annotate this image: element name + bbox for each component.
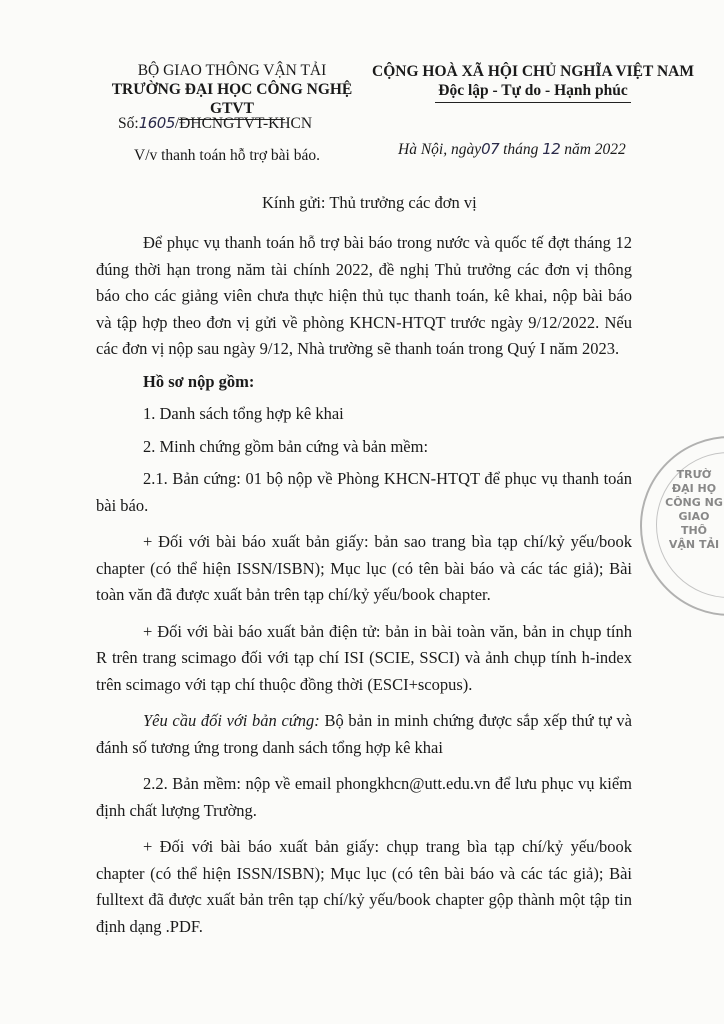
item-2-1: 2.1. Bản cứng: 01 bộ nộp về Phòng KHCN-HTQT để phục vụ thanh toán bài báo. xyxy=(96,469,632,515)
national-heading xyxy=(370,62,696,103)
issuer-block xyxy=(96,62,368,120)
seal-text: TRƯỜ ĐẠI HỌ CÔNG NG GIAO THÔ VẬN TẢI xyxy=(665,468,723,551)
hard-copy-electronic: + Đối với bài báo xuất bản điện tử: bản in bài toàn văn, bản in chụp tính R trên trang scimago đối với tạp chí ISI (SCIE, SSCI) và ảnh chụp tính h-index trên scimago với tạp chí thuộc đồng thời (ESCI+scopus). xyxy=(96,621,632,694)
handwritten-month: 12 xyxy=(542,140,561,158)
addressee: Kính gửi: Thủ trưởng các đơn vị xyxy=(262,193,477,212)
dossier-heading: Hồ sơ nộp gồm: xyxy=(143,371,255,391)
document-number xyxy=(118,114,312,133)
handwritten-number: 1605 xyxy=(138,114,175,132)
document-date xyxy=(398,140,626,159)
item-2-2: 2.2. Bản mềm: nộp về email phongkhcn@utt.edu.vn để lưu phục vụ kiểm định chất lượng Trường. xyxy=(96,774,632,820)
handwritten-day: 07 xyxy=(481,140,500,158)
item-1: 1. Danh sách tổng hợp kê khai xyxy=(143,404,344,423)
motto-underline xyxy=(435,102,631,103)
ministry-name: BỘ GIAO THÔNG VẬN TẢI xyxy=(137,62,327,79)
soft-copy-print: + Đối với bài báo xuất bản giấy: chụp trang bìa tạp chí/kỷ yếu/book chapter (có thể hiện ISSN/ISBN); Mục lục (có tên bài báo và các tác giả); Bài fulltext đã được xuất bản trên tạp chí/kỷ yếu/book chapter gộp thành một tập tin định dạng .PDF. xyxy=(96,837,632,936)
national-motto: Độc lập - Tự do - Hạnh phúc xyxy=(438,82,628,99)
hard-copy-print: + Đối với bài báo xuất bản giấy: bản sao trang bìa tạp chí/kỷ yếu/book chapter (có thể hiện ISSN/ISBN); Mục lục (có tên bài báo và các tác giả); Bài toàn văn đã được xuất bản trên tạp chí/kỷ yếu/book chapter. xyxy=(96,532,632,604)
date-place: Hà Nội, ngày xyxy=(398,141,482,158)
letter-body xyxy=(96,230,632,940)
university-name: TRƯỜNG ĐẠI HỌC CÔNG NGHỆ GTVT xyxy=(111,81,353,117)
date-month-label: tháng xyxy=(503,141,539,158)
intro-paragraph: Để phục vụ thanh toán hỗ trợ bài báo trong nước và quốc tế đợt tháng 12 đúng thời hạn trong năm tài chính 2022, đề nghị Thủ trưởng các đơn vị thông báo cho các giảng viên chưa thực hiện thủ tục thanh toán, kê khai, nộp bài báo và tập hợp theo đơn vị gửi về phòng KHCN-HTQT trước ngày 9/12/2022. Nếu các đơn vị nộp sau ngày 9/12, Nhà trường sẽ thanh toán trong Quý I năm 2023. xyxy=(96,233,632,358)
hard-copy-requirement xyxy=(96,708,632,761)
number-code: /ĐHCNGTVT-KHCN xyxy=(174,115,313,132)
date-year: năm 2022 xyxy=(564,141,626,158)
item-2: 2. Minh chứng gồm bản cứng và bản mềm: xyxy=(143,436,429,456)
number-prefix: Số: xyxy=(118,115,139,132)
requirement-text: Bộ bản in minh chứng được sắp xếp thứ tự và đánh số tương ứng trong danh sách tổng hợp kê khai xyxy=(96,711,632,757)
republic-name: CỘNG HOÀ XÃ HỘI CHỦ NGHĨA VIỆT NAM xyxy=(372,63,694,80)
requirement-label: Yêu cầu đối với bản cứng: xyxy=(143,711,320,730)
document-subject: V/v thanh toán hỗ trợ bài báo. xyxy=(134,147,320,164)
